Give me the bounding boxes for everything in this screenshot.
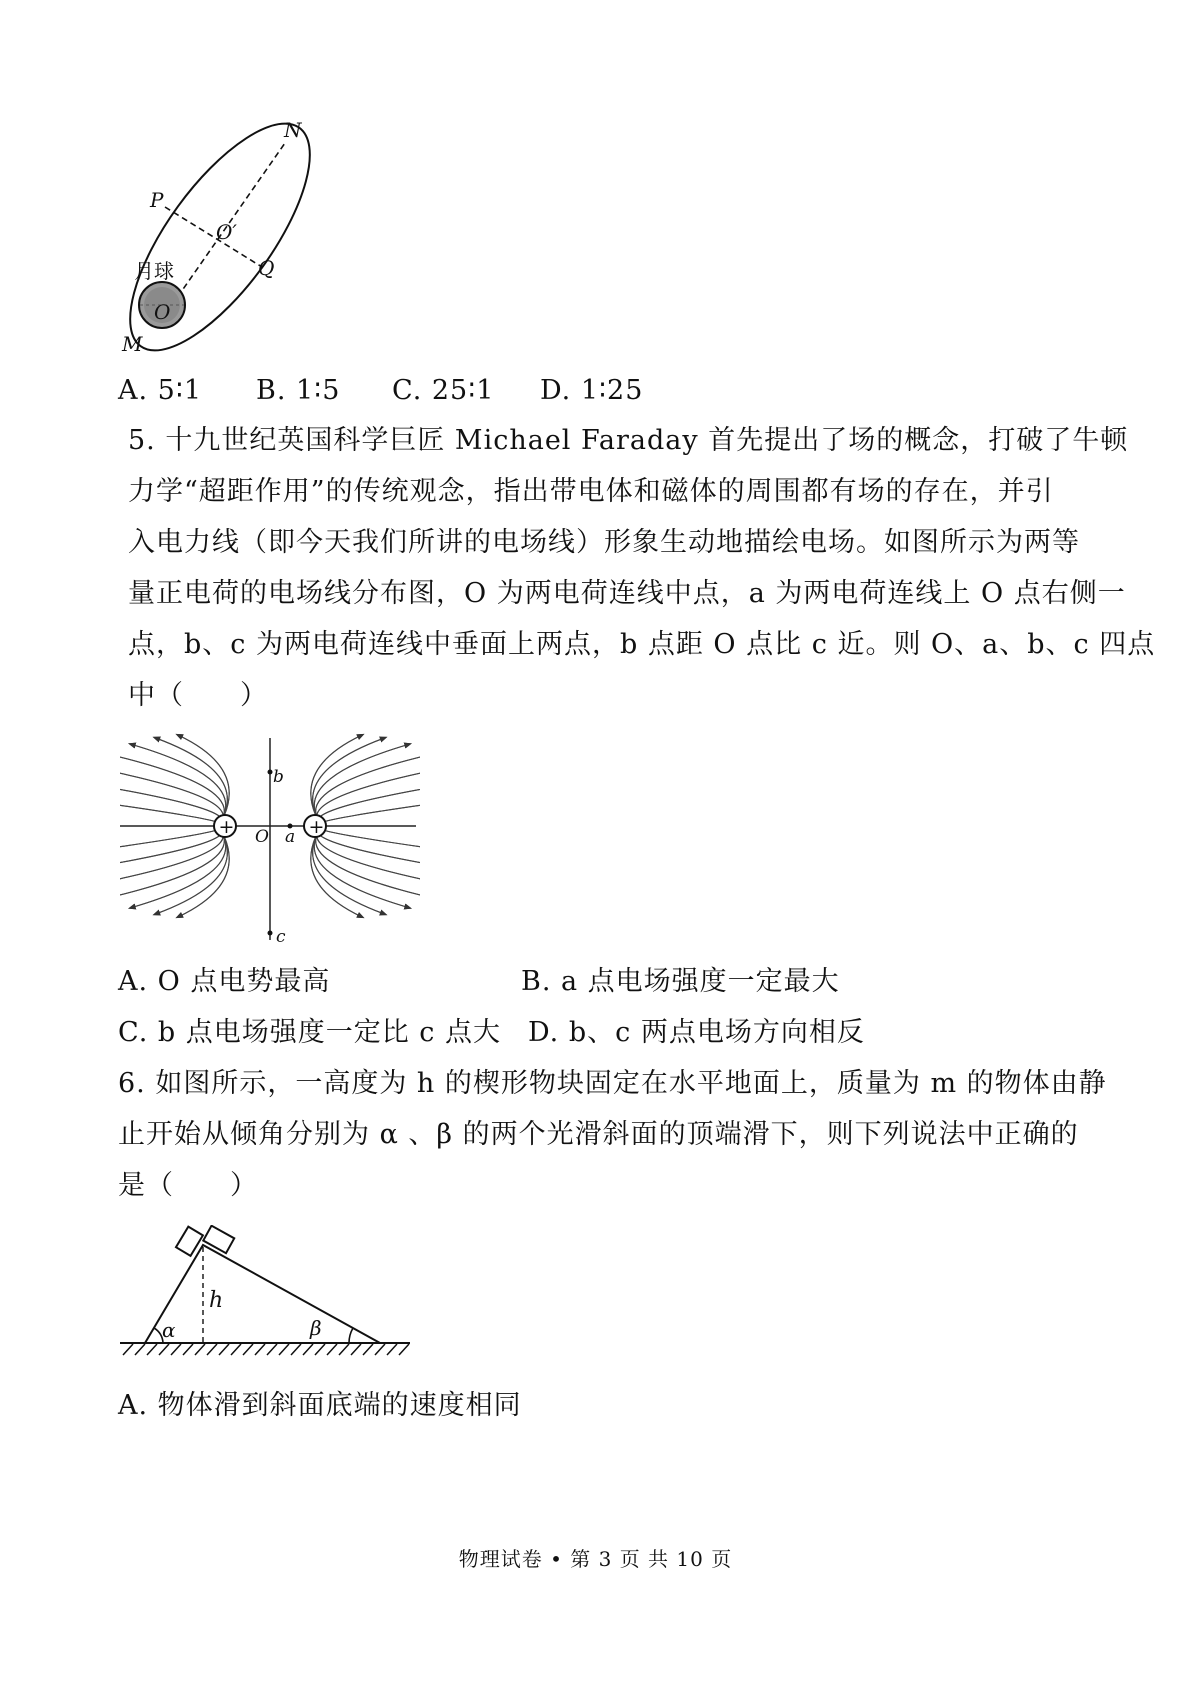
field-line (318, 781, 420, 822)
hatch-line (135, 1344, 145, 1355)
field-line (313, 738, 384, 816)
label-N: N (284, 118, 302, 142)
q5-line-4: 量正电荷的电场线分布图，O 为两电荷连线中点，a 为两电荷连线上 O 点右侧一 (128, 578, 1126, 609)
page-footer: 物理试卷 • 第 3 页 共 10 页 (458, 1547, 733, 1571)
field-line (120, 798, 222, 825)
q5-line-5: 点，b、c 为两电荷连线中垂面上两点，b 点距 O 点比 c 近。则 O、a、b、c 四点 (128, 629, 1156, 660)
field-line (120, 798, 222, 825)
field-line (120, 781, 222, 822)
field-line (120, 832, 223, 886)
hatch-line (147, 1344, 157, 1355)
q4-option-d: D. 1∶25 (540, 375, 644, 406)
field-line (318, 830, 420, 871)
field-line (120, 832, 223, 886)
angle-beta-arc (349, 1328, 353, 1343)
field-line (318, 798, 420, 825)
q4-option-b: B. 1∶5 (256, 375, 341, 406)
wedge-outline (145, 1245, 380, 1343)
hatch-line (339, 1344, 349, 1355)
q5-option-b: B. a 点电场强度一定最大 (521, 966, 840, 997)
label-Q: Q (258, 256, 275, 280)
field-line (120, 827, 222, 854)
hatch-line (303, 1344, 313, 1355)
label-Oprime: O′ (216, 220, 237, 244)
field-line (120, 830, 222, 871)
q5-line-2: 力学“超距作用”的传统观念，指出带电体和磁体的周围都有场的存在，并引 (128, 476, 1054, 507)
wedge-figure (115, 1225, 415, 1365)
label-O: O (154, 300, 171, 324)
q5-option-d: D. b、c 两点电场方向相反 (528, 1017, 865, 1048)
field-line (318, 798, 420, 825)
ground-hatch (123, 1344, 409, 1355)
field-line (313, 738, 384, 816)
hatch-line (363, 1344, 373, 1355)
field-line (120, 767, 223, 821)
field-line (132, 835, 226, 907)
q6-line-3: 是（ ） (118, 1170, 258, 1201)
q4-option-a: A. 5∶1 (118, 375, 203, 406)
field-line (314, 745, 408, 817)
hatch-line (327, 1344, 337, 1355)
label-O-center: O (255, 827, 269, 847)
hatch-line (171, 1344, 181, 1355)
q5-line-6: 中（ ） (128, 680, 268, 711)
hatch-line (267, 1344, 277, 1355)
field-line (132, 745, 226, 817)
field-line (318, 830, 420, 871)
q6-option-a: A. 物体滑到斜面底端的速度相同 (118, 1390, 522, 1421)
field-line (317, 767, 420, 821)
field-line (120, 767, 223, 821)
field-line (317, 767, 420, 821)
field-line (314, 835, 408, 907)
hatch-line (291, 1344, 301, 1355)
label-h: h (209, 1288, 224, 1313)
field-line (318, 827, 420, 854)
q6-line-1: 6. 如图所示，一高度为 h 的楔形物块固定在水平地面上，质量为 m 的物体由静 (118, 1068, 1107, 1099)
hatch-line (231, 1344, 241, 1355)
hatch-line (375, 1344, 385, 1355)
label-alpha: α (162, 1318, 176, 1342)
hatch-line (207, 1344, 217, 1355)
field-line (120, 830, 222, 871)
hatch-line (195, 1344, 205, 1355)
field-line (156, 836, 227, 914)
hatch-line (183, 1344, 193, 1355)
orbit-figure (110, 115, 330, 360)
label-moon: 月球 (134, 259, 174, 283)
field-line (120, 781, 222, 822)
label-a: a (285, 827, 296, 847)
label-c: c (276, 927, 286, 947)
label-P: P (150, 188, 164, 212)
hatch-line (123, 1344, 133, 1355)
field-line (313, 836, 384, 914)
label-beta: β (310, 1316, 322, 1340)
label-M: M (122, 332, 143, 356)
hatch-line (243, 1344, 253, 1355)
hatch-line (219, 1344, 229, 1355)
hatch-line (255, 1344, 265, 1355)
hatch-line (279, 1344, 289, 1355)
field-line (318, 781, 420, 822)
hatch-line (387, 1344, 397, 1355)
q5-line-1: 5. 十九世纪英国科学巨匠 Michael Faraday 首先提出了场的概念，打破了牛顿 (128, 425, 1129, 456)
field-line (318, 827, 420, 854)
field-line (313, 836, 384, 914)
field-line (156, 738, 227, 816)
charge-left-plus: + (218, 816, 235, 838)
field-line (317, 832, 420, 886)
label-b: b (273, 767, 284, 787)
q5-option-c: C. b 点电场强度一定比 c 点大 (118, 1017, 502, 1048)
hatch-line (315, 1344, 325, 1355)
field-line (156, 738, 227, 816)
field-line (317, 832, 420, 886)
field-line (156, 836, 227, 914)
hatch-line (159, 1344, 169, 1355)
charge-right-plus: + (308, 816, 325, 838)
q6-line-2: 止开始从倾角分别为 α 、β 的两个光滑斜面的顶端滑下，则下列说法中正确的 (118, 1119, 1079, 1150)
field-line (120, 827, 222, 854)
hatch-line (399, 1344, 409, 1355)
q5-line-3: 入电力线（即今天我们所讲的电场线）形象生动地描绘电场。如图所示为两等 (128, 527, 1080, 558)
hatch-line (351, 1344, 361, 1355)
block-right (203, 1226, 234, 1253)
q4-option-c: C. 25∶1 (392, 375, 495, 406)
q5-option-a: A. O 点电势最高 (118, 966, 331, 997)
field-lines-figure (120, 730, 420, 950)
minor-axis-dashed (165, 207, 262, 267)
